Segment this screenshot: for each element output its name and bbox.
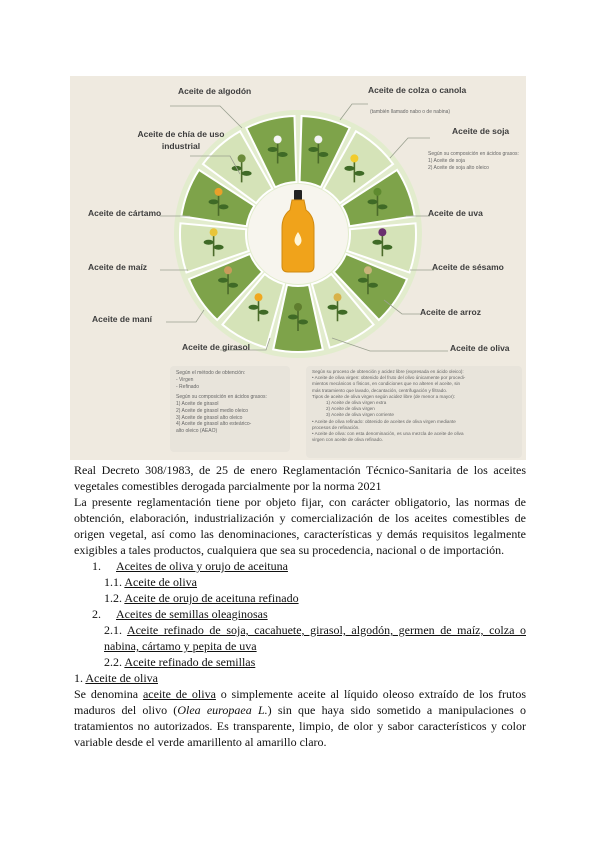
plant-canola-leaf: [344, 166, 354, 171]
label-colza: Aceite de colza o canola: [368, 85, 467, 95]
section-heading-1: 1. Aceite de oliva: [74, 671, 158, 685]
list-item-2-2: 2.2. Aceite refinado de semillas: [104, 655, 256, 669]
plant-peanut-leaf: [228, 283, 238, 288]
plant-safflower-leaf: [209, 199, 219, 204]
plant-sunflower-flower: [254, 293, 262, 301]
plant-cotton2-leaf: [278, 152, 288, 157]
plant-sesame-leaf: [368, 283, 378, 288]
plant-cotton-leaf: [318, 152, 328, 157]
label-algodon: Aceite de algodón: [178, 86, 252, 96]
document-body: [74, 462, 526, 750]
link-section-oliva[interactable]: Aceite de oliva: [85, 671, 158, 685]
plant-olive-flower: [294, 303, 302, 311]
plant-rice-flower: [334, 293, 342, 301]
plant-chia-flower: [238, 154, 246, 162]
plant-corn-leaf: [214, 245, 224, 250]
list-item-1: 1. Aceites de oliva y orujo de aceituna: [92, 559, 288, 573]
link-aceite-de-oliva[interactable]: aceite de oliva: [142, 687, 216, 701]
list-item-2: 2. Aceites de semillas oleaginosas: [92, 607, 268, 621]
decree-title: Real Decreto 308/1983, de 25 de enero Reglamentación Técnico-Sanitaria de los aceites vegetales comestibles derogada parcialmente por la norma 2021: [74, 463, 526, 493]
plant-canola-flower: [350, 154, 358, 162]
list-item-2-1: 2.1. Aceite refinado de soja, cacahuete, girasol, algodón, germen de maíz, colza o nabina, cártamo y pepita de uva: [104, 623, 526, 653]
oil-wheel-infographic: [70, 76, 526, 460]
plant-cotton-leaf: [308, 147, 318, 152]
label-girasol: Aceite de girasol: [182, 342, 251, 352]
plant-olive-leaf: [298, 320, 308, 325]
plant-cotton-flower: [314, 135, 322, 143]
label-cartamo: Aceite de cártamo: [88, 208, 162, 218]
note-soja: Según su composición en ácidos grasos: 1) Aceite de soja 2) Aceite de soja alto oleico: [428, 151, 519, 171]
plant-chia-leaf: [242, 171, 252, 176]
plant-grape-leaf: [372, 240, 382, 245]
plant-olive-leaf: [288, 315, 298, 320]
girasol-panel: Según el método de obtención: - Virgen - Refinado Según su composición en ácidos grasos: 1) Aceite de girasol 2) Aceite de girasol medio oleico 3) Aceite de girasol alto oleico 4) Aceite de girasol alto esteárico- alto oleico (AEAO): [170, 366, 290, 452]
plant-corn-leaf: [204, 240, 214, 245]
leader-line: [170, 106, 242, 128]
plant-canola-leaf: [354, 171, 364, 176]
link-aceites-oliva[interactable]: Aceites de oliva y orujo de aceituna: [116, 559, 288, 573]
plant-rice-leaf: [338, 310, 348, 315]
label-arroz: Aceite de arroz: [420, 307, 481, 317]
oliva-definition: Se denomina aceite de oliva o simplemente aceite al líquido oleoso extraído de los frutos maduros del olivo (Olea europaea L.) sin que haya sido sometido a manipulaciones o tratamientos no autorizados. Es transparente, limpio, de olor y sabor característicos y color variable desde el verde amarillento al amarillo claro.: [74, 687, 527, 749]
link-refinado-semillas[interactable]: Aceite refinado de semillas: [124, 655, 256, 669]
label-soja: Aceite de soja: [452, 126, 510, 136]
link-refinado-soja[interactable]: Aceite refinado de soja, cacahuete, girasol, algodón, germen de maíz, colza o nabina, cártamo y pepita de uva: [104, 623, 526, 653]
plant-peanut-leaf: [218, 278, 228, 283]
note-colza: (también llamado nabo o de nabina): [370, 109, 451, 115]
list-item-1-2: 1.2. Aceite de orujo de aceituna refinado: [104, 591, 299, 605]
plant-rice-leaf: [328, 305, 338, 310]
plant-cotton2-leaf: [268, 147, 278, 152]
link-semillas[interactable]: Aceites de semillas oleaginosas: [116, 607, 268, 621]
plant-soy-leaf: [377, 204, 387, 209]
label-chia: Aceite de chía de uso industrial: [137, 129, 225, 151]
leader-line: [340, 104, 368, 120]
oliva-panel: Según su proceso de obtención y acidez libre (expresada en ácido oleico): • Aceite de oliva virgen: obtenido del fruto del olivo únicamente por procedi- mientos mecánicos o físicos, en condiciones que no alteren el aceite, sin más tratamiento que lavado, decantación, centrifugación y filtrado. Tipos de aceite de oliva virgen según acidez libre (de menor a mayor): 1) Aceite de oliva virgen extra 2) Aceite de oliva virgen 3) Aceite de oliva virgen corriente • Aceite de oliva refinado: obtenido de aceites de oliva virgen mediante procesos de refinación. • Aceite de oliva: con esta denominación, es una mezcla de aceite de oliva virgen con aceite de oliva refinado.: [306, 366, 522, 458]
plant-peanut-flower: [224, 266, 232, 274]
link-orujo[interactable]: Aceite de orujo de aceituna refinado: [124, 591, 299, 605]
plant-sesame-flower: [364, 266, 372, 274]
plant-soy-flower: [373, 188, 381, 196]
plant-safflower-leaf: [219, 204, 229, 209]
plant-safflower-flower: [215, 188, 223, 196]
label-sesamo: Aceite de sésamo: [432, 262, 504, 272]
label-mani: Aceite de maní: [92, 314, 152, 324]
leader-line: [390, 138, 430, 158]
intro-paragraph: La presente reglamentación tiene por objeto fijar, con carácter obligatorio, las normas de obtención, elaboración, industrialización y comercialización de los aceites comestibles de origen vegetal, así como las denominaciones, características y demás requisitos legalmente exigibles a tales productos, cualquiera que sea su procedencia, nacional o de importación.: [74, 495, 526, 557]
plant-grape-leaf: [382, 245, 392, 250]
plant-sesame-leaf: [358, 278, 368, 283]
label-oliva: Aceite de oliva: [450, 343, 510, 353]
plant-grape-flower: [378, 228, 386, 236]
plant-cotton2-flower: [274, 135, 282, 143]
label-uva: Aceite de uva: [428, 208, 483, 218]
link-aceite-oliva[interactable]: Aceite de oliva: [124, 575, 197, 589]
label-maiz: Aceite de maíz: [88, 262, 148, 272]
plant-sunflower-leaf: [248, 305, 258, 310]
plant-soy-leaf: [367, 199, 377, 204]
plant-corn-flower: [210, 228, 218, 236]
leader-line: [166, 310, 204, 322]
plant-sunflower-leaf: [258, 310, 268, 315]
bottle-cap: [294, 190, 302, 200]
list-item-1-1: 1.1. Aceite de oliva: [104, 575, 197, 589]
